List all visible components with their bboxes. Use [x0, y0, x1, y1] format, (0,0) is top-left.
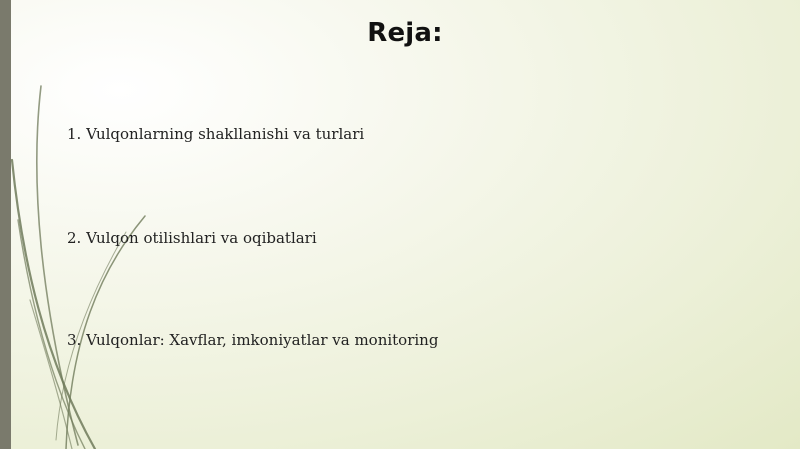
slide-title: Reja: — [367, 18, 443, 48]
plan-item-3: 3. Vulqonlar: Xavflar, imkoniyatlar va monitoring — [67, 331, 439, 349]
plan-item-2: 2. Vulqon otilishlari va oqibatlari — [67, 229, 317, 247]
grass-blades-icon — [0, 0, 200, 449]
plan-item-1: 1. Vulqonlarning shakllanishi va turlari — [67, 125, 365, 143]
